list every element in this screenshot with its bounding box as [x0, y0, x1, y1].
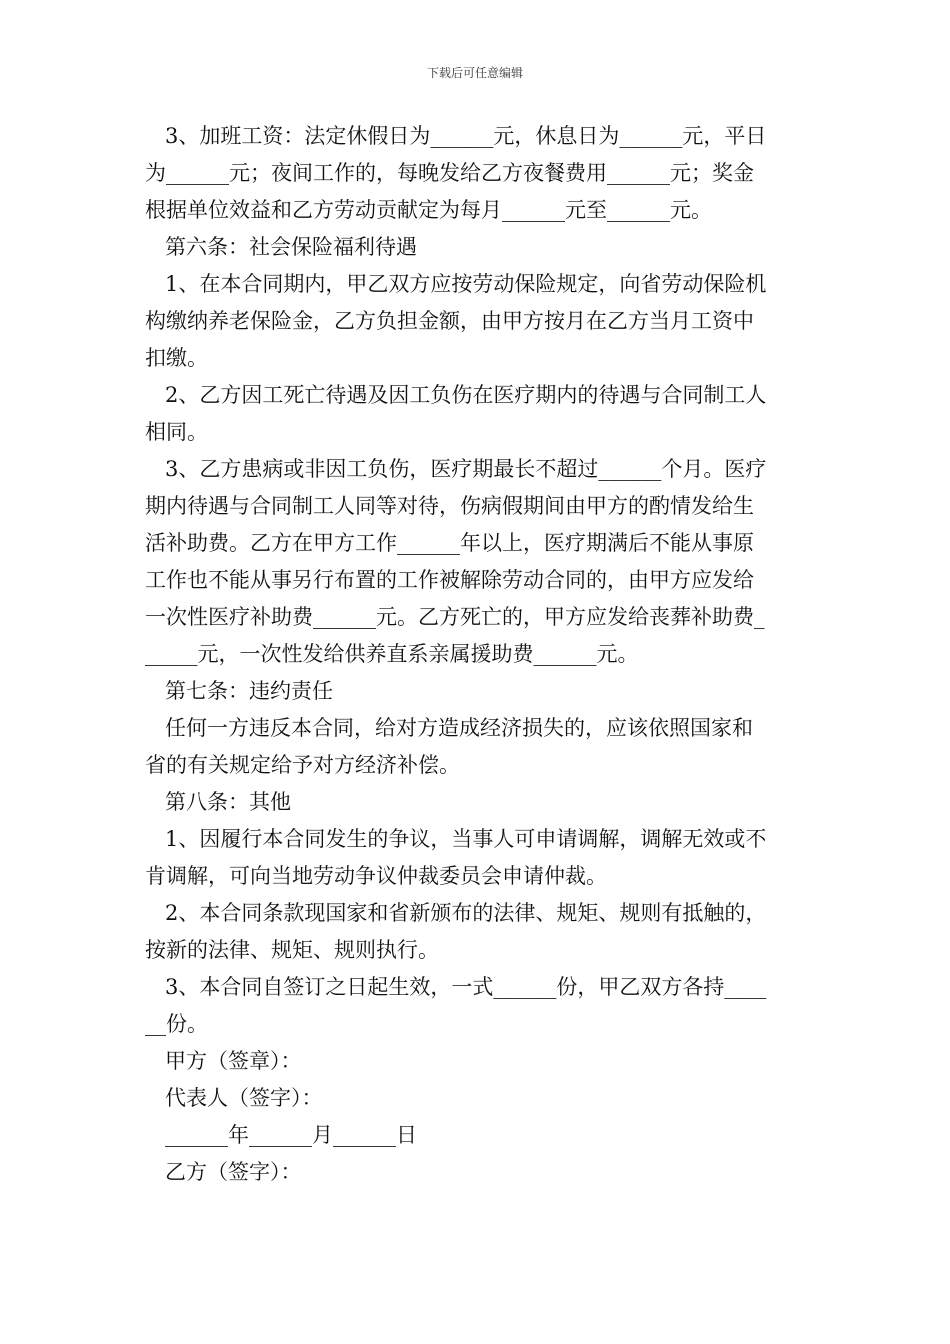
text-line: 3、本合同自签订之日起生效，一式______份，甲乙双方各持____ [165, 975, 767, 999]
text-line: 相同。 [145, 420, 208, 444]
text-line: 扣缴。 [145, 346, 208, 370]
text-line: 3、加班工资：法定休假日为______元，休息日为______元，平日 [165, 124, 767, 148]
text-line: 任何一方违反本合同，给对方造成经济损失的，应该依照国家和 [165, 716, 753, 740]
date-line: ______年______月______日 [165, 1123, 417, 1147]
text-line: 肯调解，可向当地劳动争议仲裁委员会申请仲裁。 [145, 864, 607, 888]
text-line: 根据单位效益和乙方劳动贡献定为每月______元至______元。 [145, 198, 712, 222]
text-line: 2、乙方因工死亡待遇及因工负伤在医疗期内的待遇与合同制工人 [165, 383, 767, 407]
text-line: _____元，一次性发给供养直系亲属援助费______元。 [145, 642, 639, 666]
signature-line-party-b: 乙方（签字）： [165, 1160, 302, 1184]
text-line: 1、因履行本合同发生的争议，当事人可申请调解，调解无效或不 [165, 827, 767, 851]
text-line: 2、本合同条款现国家和省新颁布的法律、规矩、规则有抵触的， [165, 901, 767, 925]
text-line: 为______元；夜间工作的，每晚发给乙方夜餐费用______元；奖金 [145, 161, 754, 185]
section-heading: 第八条：其他 [165, 790, 291, 814]
text-line: 1、在本合同期内，甲乙双方应按劳动保险规定，向省劳动保险机 [165, 272, 767, 296]
signature-line-party-a: 甲方（签章）： [165, 1049, 302, 1073]
text-line: 期内待遇与合同制工人同等对待，伤病假期间由甲方的酌情发给生 [145, 494, 754, 518]
text-line: __份。 [145, 1012, 208, 1036]
page-header: 下载后可任意编辑 [426, 66, 523, 80]
text-line: 省的有关规定给予对方经济补偿。 [145, 753, 460, 777]
text-line: 活补助费。乙方在甲方工作______年以上，医疗期满后不能从事原 [145, 531, 754, 555]
section-heading: 第六条：社会保险福利待遇 [165, 235, 417, 259]
text-line: 按新的法律、规矩、规则执行。 [145, 938, 439, 962]
text-line: 一次性医疗补助费______元。乙方死亡的，甲方应发给丧葬补助费_ [145, 605, 765, 629]
text-line: 构缴纳养老保险金，乙方负担金额，由甲方按月在乙方当月工资中 [145, 309, 754, 333]
section-heading: 第七条：违约责任 [165, 679, 333, 703]
text-line: 3、乙方患病或非因工负伤，医疗期最长不超过______个月。医疗 [165, 457, 767, 481]
signature-line-representative: 代表人（签字）： [165, 1086, 323, 1110]
text-line: 工作也不能从事另行布置的工作被解除劳动合同的，由甲方应发给 [145, 568, 754, 592]
document-body [145, 118, 807, 1191]
